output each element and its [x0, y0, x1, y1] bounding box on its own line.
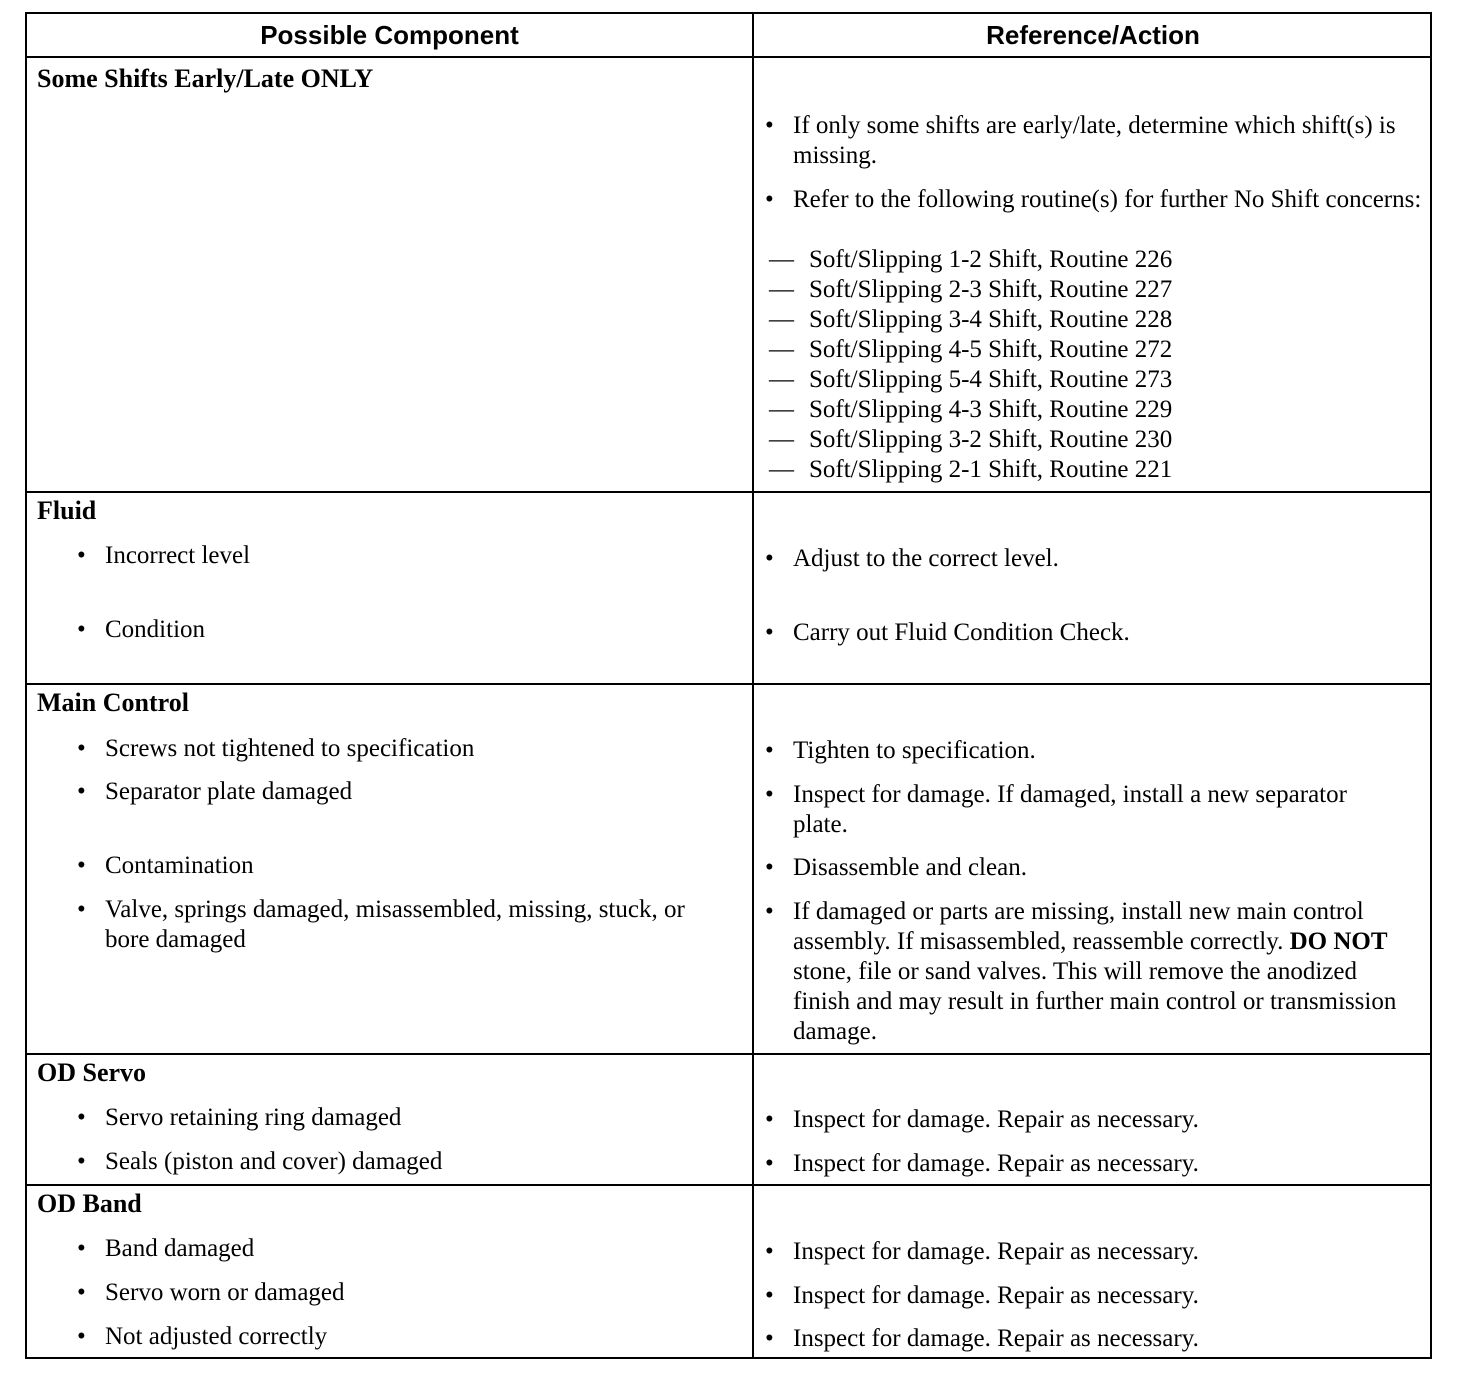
section-title: Fluid — [37, 496, 97, 525]
action-item: • Disassemble and clean. — [765, 854, 1027, 881]
action-item: • Inspect for damage. If damaged, install a new separator plate. — [765, 781, 1347, 838]
routine-item: — Soft/Slipping 2-3 Shift, Routine 227 — [769, 276, 1173, 303]
action-item: • Tighten to specification. — [765, 737, 1036, 764]
routine-item: — Soft/Slipping 2-1 Shift, Routine 221 — [769, 456, 1173, 483]
component-item: • Valve, springs damaged, misassembled, missing, stuck, or bore damaged — [77, 896, 685, 953]
action-item: • Inspect for damage. Repair as necessary. — [765, 1106, 1199, 1133]
component-item: • Incorrect level — [77, 542, 251, 569]
action-item: • Refer to the following routine(s) for further No Shift concerns: — [765, 186, 1422, 213]
component-item: • Servo retaining ring damaged — [77, 1104, 402, 1131]
section-title: Some Shifts Early/Late ONLY — [37, 64, 374, 93]
action-item: • Adjust to the correct level. — [765, 545, 1059, 572]
component-item: • Not adjusted correctly — [77, 1323, 328, 1350]
header-possible-component: Possible Component — [260, 20, 519, 50]
row-divider — [27, 1053, 1430, 1055]
routine-item: — Soft/Slipping 3-2 Shift, Routine 230 — [769, 426, 1173, 453]
action-item: • If only some shifts are early/late, determine which shift(s) is missing. — [765, 112, 1396, 169]
action-item: • Inspect for damage. Repair as necessary. — [765, 1325, 1199, 1352]
action-item: • If damaged or parts are missing, install new main control assembly. If misassembled, reassemble correctly. DO NOT stone, file or sand valves. This will remove the anodized finish and may result in further main control or transmission damage. — [765, 898, 1397, 1045]
warning-emphasis: DO NOT — [1289, 928, 1388, 955]
component-item: • Contamination — [77, 852, 254, 879]
routine-item: — Soft/Slipping 5-4 Shift, Routine 273 — [769, 366, 1173, 393]
row-divider — [27, 491, 1430, 493]
component-item: • Band damaged — [77, 1235, 255, 1262]
routine-item: — Soft/Slipping 3-4 Shift, Routine 228 — [769, 306, 1173, 333]
component-item: • Separator plate damaged — [77, 778, 353, 805]
component-item: • Servo worn or damaged — [77, 1279, 345, 1306]
component-item: • Condition — [77, 616, 206, 643]
routine-item: — Soft/Slipping 4-5 Shift, Routine 272 — [769, 336, 1173, 363]
header-divider — [27, 56, 1430, 58]
action-item: • Carry out Fluid Condition Check. — [765, 619, 1130, 646]
action-item: • Inspect for damage. Repair as necessary. — [765, 1150, 1199, 1177]
action-item: • Inspect for damage. Repair as necessary. — [765, 1238, 1199, 1265]
routine-item: — Soft/Slipping 4-3 Shift, Routine 229 — [769, 396, 1173, 423]
section-title: OD Servo — [37, 1058, 147, 1087]
diagnostic-table — [25, 12, 1432, 1359]
row-divider — [27, 683, 1430, 685]
row-divider — [27, 1184, 1430, 1186]
section-title: OD Band — [37, 1189, 142, 1218]
component-item: • Screws not tightened to specification — [77, 735, 475, 762]
column-divider — [752, 14, 754, 1357]
header-reference-action: Reference/Action — [986, 20, 1200, 50]
section-title: Main Control — [37, 688, 189, 717]
action-item: • Inspect for damage. Repair as necessary. — [765, 1282, 1199, 1309]
component-item: • Seals (piston and cover) damaged — [77, 1148, 443, 1175]
routine-item: — Soft/Slipping 1-2 Shift, Routine 226 — [769, 246, 1173, 273]
